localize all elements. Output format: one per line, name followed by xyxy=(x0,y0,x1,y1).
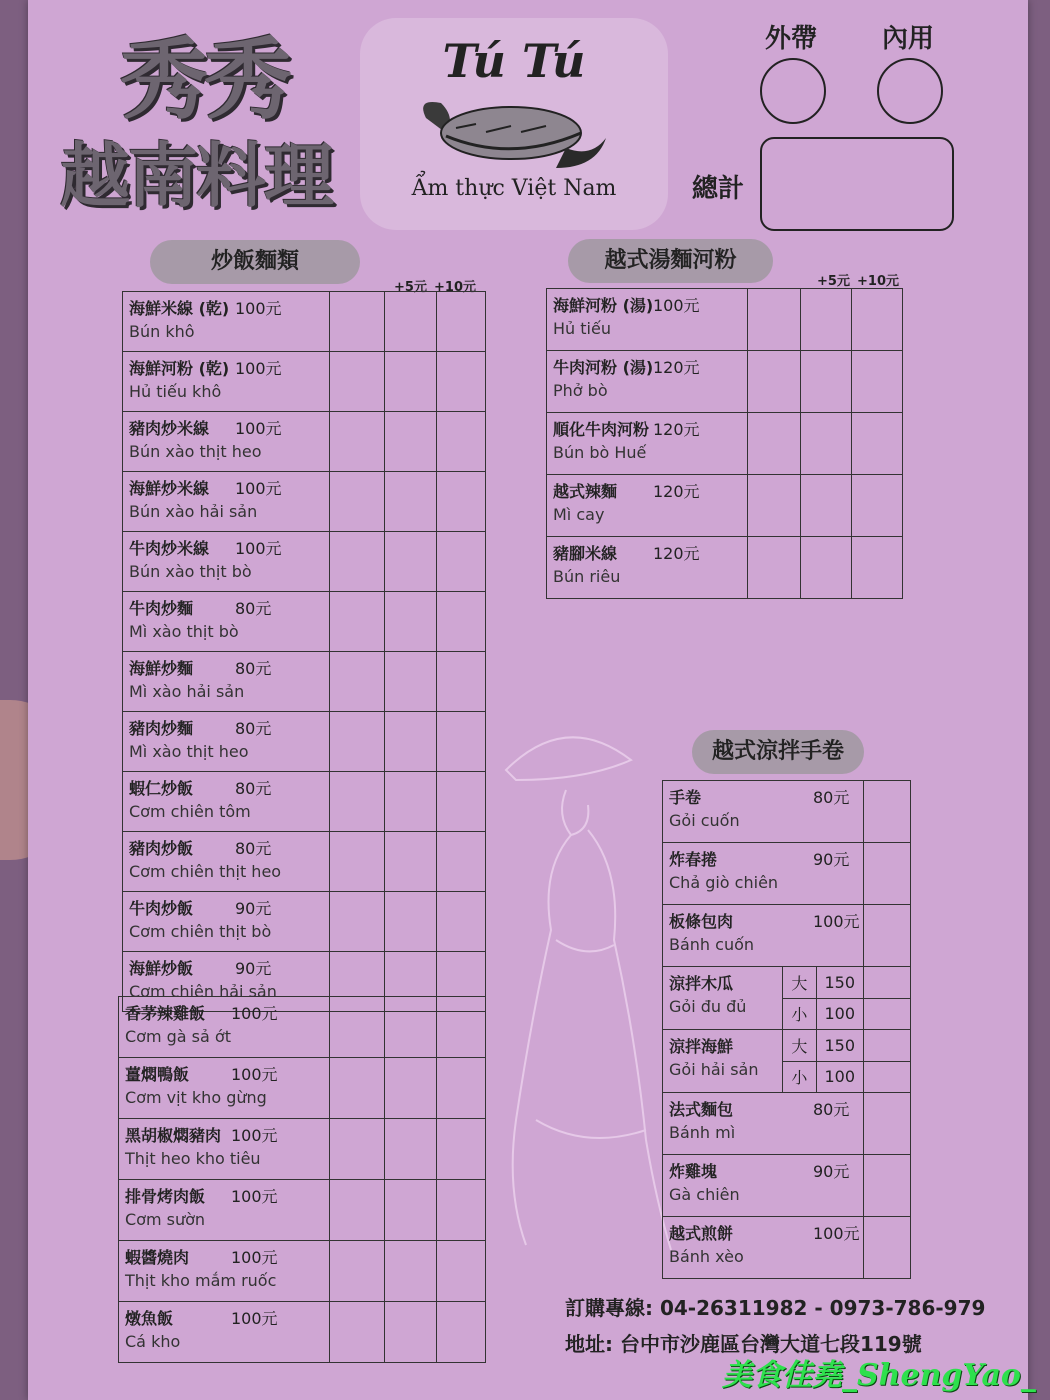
quantity-box[interactable] xyxy=(801,475,852,537)
quantity-box[interactable] xyxy=(748,475,801,537)
table-row xyxy=(663,1093,911,1155)
quantity-box[interactable] xyxy=(330,1058,385,1119)
menu-item xyxy=(547,537,748,599)
table-row xyxy=(663,1030,911,1062)
item-name-zh: 排骨烤肉飯 xyxy=(125,1187,206,1206)
item-price: 100元 xyxy=(813,1224,860,1243)
item-name-vi: Bún xào thịt heo xyxy=(129,442,262,461)
item-name-vi: Cơm sườn xyxy=(125,1210,206,1229)
item-name-vi: Bún khô xyxy=(129,322,195,341)
item-name-vi: Cơm vịt kho gừng xyxy=(125,1088,267,1107)
quantity-box[interactable] xyxy=(864,1030,911,1062)
fried-addon-5: +5元 xyxy=(394,280,427,295)
fried-addon-10: +10元 xyxy=(434,280,476,295)
quantity-box[interactable] xyxy=(385,1241,437,1302)
menu-item xyxy=(123,352,330,412)
table-row xyxy=(663,781,911,843)
item-name-vi: Bánh cuốn xyxy=(669,935,755,954)
table-row xyxy=(547,351,903,413)
item-name-zh: 海鮮河粉 (乾) xyxy=(129,359,230,378)
item-name-zh: 牛肉炒米線 xyxy=(129,539,210,558)
table-row xyxy=(123,772,486,832)
item-name-zh: 牛肉炒飯 xyxy=(129,899,194,918)
menu-item xyxy=(663,1093,864,1155)
item-price: 100元 xyxy=(653,296,700,315)
menu-item xyxy=(123,832,330,892)
quantity-box[interactable] xyxy=(801,537,852,599)
table-row xyxy=(123,532,486,592)
item-name-zh: 涼拌木瓜 xyxy=(669,974,734,993)
quantity-box[interactable] xyxy=(437,892,486,952)
item-price: 100元 xyxy=(231,1004,278,1023)
quantity-box[interactable] xyxy=(801,351,852,413)
item-name-vi: Gỏi cuốn xyxy=(669,811,740,830)
item-name-zh: 手卷 xyxy=(669,788,702,807)
table-row xyxy=(123,712,486,772)
item-price: 100元 xyxy=(231,1309,278,1328)
dine-in-label: 內用 xyxy=(882,24,935,54)
item-price: 100元 xyxy=(235,539,282,558)
quantity-box[interactable] xyxy=(864,1155,911,1217)
quantity-box[interactable] xyxy=(330,712,385,772)
table-row xyxy=(547,475,903,537)
menu-item xyxy=(123,652,330,712)
menu-item xyxy=(123,592,330,652)
item-name-zh: 炸春捲 xyxy=(669,850,718,869)
quantity-box[interactable] xyxy=(385,532,437,592)
quantity-box[interactable] xyxy=(437,592,486,652)
size-small-price: 100 xyxy=(816,998,863,1030)
item-price: 100元 xyxy=(231,1126,278,1145)
item-price: 100元 xyxy=(235,419,282,438)
item-name-vi: Bún bò Huế xyxy=(553,443,647,462)
banh-mi-icon xyxy=(416,88,616,178)
quantity-box[interactable] xyxy=(330,472,385,532)
quantity-box[interactable] xyxy=(385,1180,437,1241)
table-row xyxy=(547,289,903,351)
quantity-box[interactable] xyxy=(852,537,903,599)
item-name-zh: 炸雞塊 xyxy=(669,1162,718,1181)
menu-item xyxy=(119,997,330,1058)
menu-item xyxy=(123,472,330,532)
quantity-box[interactable] xyxy=(437,652,486,712)
quantity-box[interactable] xyxy=(330,832,385,892)
item-name-vi: Gỏi đu đủ xyxy=(669,997,747,1016)
quantity-box[interactable] xyxy=(330,1119,385,1180)
quantity-box[interactable] xyxy=(852,289,903,351)
item-name-zh: 黑胡椒燜豬肉 xyxy=(125,1126,222,1145)
item-name-zh: 順化牛肉河粉 xyxy=(553,420,650,439)
shop-name-line2: 越南料理 xyxy=(60,135,332,217)
table-row xyxy=(547,413,903,475)
item-name-zh: 蝦醬燒肉 xyxy=(125,1248,190,1267)
item-price: 90元 xyxy=(813,850,850,869)
menu-item xyxy=(663,1030,783,1093)
quantity-box[interactable] xyxy=(330,532,385,592)
dine-in-checkbox[interactable] xyxy=(877,58,943,124)
table-row xyxy=(123,832,486,892)
item-name-zh: 海鮮炒飯 xyxy=(129,959,194,978)
quantity-box[interactable] xyxy=(437,712,486,772)
size-large-label: 大 xyxy=(783,967,816,999)
logo-title: Tú Tú xyxy=(442,34,586,88)
quantity-box[interactable] xyxy=(330,592,385,652)
table-row xyxy=(119,1119,486,1180)
item-name-zh: 海鮮炒米線 xyxy=(129,479,210,498)
quantity-box[interactable] xyxy=(385,1058,437,1119)
menu-item xyxy=(123,772,330,832)
item-name-vi: Chả giò chiên xyxy=(669,873,779,892)
quantity-box[interactable] xyxy=(385,472,437,532)
quantity-box[interactable] xyxy=(330,1302,385,1363)
menu-item xyxy=(119,1180,330,1241)
item-price: 120元 xyxy=(653,358,700,377)
item-name-vi: Bún xào hải sản xyxy=(129,502,258,521)
quantity-box[interactable] xyxy=(437,997,486,1058)
item-name-zh: 海鮮米線 (乾) xyxy=(129,299,230,318)
table-row xyxy=(123,472,486,532)
quantity-box[interactable] xyxy=(437,1302,486,1363)
quantity-box[interactable] xyxy=(852,413,903,475)
item-name-vi: Cơm chiên hải sản xyxy=(129,982,277,1001)
item-price: 100元 xyxy=(231,1065,278,1084)
quantity-box[interactable] xyxy=(330,652,385,712)
quantity-box[interactable] xyxy=(437,772,486,832)
quantity-box[interactable] xyxy=(330,1241,385,1302)
item-price: 90元 xyxy=(813,1162,850,1181)
quantity-box[interactable] xyxy=(330,412,385,472)
item-name-vi: Bánh mì xyxy=(669,1123,736,1142)
item-name-zh: 薑燜鴨飯 xyxy=(125,1065,190,1084)
menu-item xyxy=(663,1155,864,1217)
item-name-vi: Mì xào thịt heo xyxy=(129,742,249,761)
ao-dai-lady-illustration xyxy=(496,720,676,1260)
item-name-vi: Bún xào thịt bò xyxy=(129,562,252,581)
quantity-box[interactable] xyxy=(864,1217,911,1279)
size-small-label: 小 xyxy=(783,998,816,1030)
table-row xyxy=(663,967,911,999)
phone-label: 訂購專線: xyxy=(565,1296,653,1320)
quantity-box[interactable] xyxy=(852,475,903,537)
item-name-zh: 海鮮河粉 (湯) xyxy=(553,296,654,315)
takeout-label: 外帶 xyxy=(765,24,818,54)
quantity-box[interactable] xyxy=(330,772,385,832)
item-name-vi: Cơm chiên thịt heo xyxy=(129,862,282,881)
quantity-box[interactable] xyxy=(385,832,437,892)
quantity-box[interactable] xyxy=(330,352,385,412)
quantity-box[interactable] xyxy=(437,472,486,532)
item-price: 120元 xyxy=(653,544,700,563)
item-name-zh: 豬腳米線 xyxy=(553,544,618,563)
quantity-box[interactable] xyxy=(437,292,486,352)
rolls-section-title: 越式涼拌手卷 xyxy=(692,730,864,774)
table-row xyxy=(123,592,486,652)
item-price: 80元 xyxy=(235,839,272,858)
total-label: 總計 xyxy=(692,174,745,204)
item-price: 100元 xyxy=(235,359,282,378)
quantity-box[interactable] xyxy=(385,292,437,352)
item-name-vi: Gỏi hải sản xyxy=(669,1060,759,1079)
menu-item xyxy=(119,1058,330,1119)
item-name-vi: Bún riêu xyxy=(553,567,621,586)
quantity-box[interactable] xyxy=(437,532,486,592)
item-name-zh: 燉魚飯 xyxy=(125,1309,174,1328)
quantity-box[interactable] xyxy=(864,843,911,905)
table-row xyxy=(547,537,903,599)
menu-item xyxy=(663,1217,864,1279)
menu-item xyxy=(123,892,330,952)
item-name-zh: 豬肉炒飯 xyxy=(129,839,194,858)
item-name-vi: Cơm gà sả ớt xyxy=(125,1027,231,1046)
table-row xyxy=(123,352,486,412)
phone-line xyxy=(565,1292,985,1321)
phone-numbers: 04-26311982 - 0973-786-979 xyxy=(659,1296,986,1320)
item-name-vi: Hủ tiếu khô xyxy=(129,382,222,401)
size-small-label: 小 xyxy=(783,1061,816,1093)
quantity-box[interactable] xyxy=(437,832,486,892)
takeout-checkbox[interactable] xyxy=(760,58,826,124)
item-price: 100元 xyxy=(813,912,860,931)
quantity-box[interactable] xyxy=(385,997,437,1058)
item-name-vi: Thịt heo kho tiêu xyxy=(125,1149,261,1168)
quantity-box[interactable] xyxy=(864,967,911,999)
item-name-zh: 豬肉炒米線 xyxy=(129,419,210,438)
table-row xyxy=(123,292,486,352)
shop-name xyxy=(60,10,350,220)
menu-item xyxy=(547,475,748,537)
quantity-box[interactable] xyxy=(864,781,911,843)
quantity-box[interactable] xyxy=(748,413,801,475)
soup-table xyxy=(546,288,903,599)
quantity-box[interactable] xyxy=(437,352,486,412)
menu-item xyxy=(119,1119,330,1180)
item-name-zh: 越式辣麵 xyxy=(553,482,618,501)
table-row xyxy=(119,1302,486,1363)
table-row xyxy=(663,843,911,905)
table-row xyxy=(119,1241,486,1302)
menu-item xyxy=(547,413,748,475)
item-name-zh: 海鮮炒麵 xyxy=(129,659,194,678)
item-price: 100元 xyxy=(231,1248,278,1267)
address-label: 地址: xyxy=(565,1332,613,1356)
menu-item xyxy=(119,1302,330,1363)
item-name-vi: Cá kho xyxy=(125,1332,181,1351)
table-row xyxy=(123,412,486,472)
item-price: 80元 xyxy=(813,1100,850,1119)
item-name-vi: Gà chiên xyxy=(669,1185,740,1204)
quantity-box[interactable] xyxy=(748,351,801,413)
item-name-zh: 牛肉炒麵 xyxy=(129,599,194,618)
fried-table xyxy=(122,291,486,1012)
menu-item xyxy=(663,905,864,967)
menu-item xyxy=(547,351,748,413)
menu-item xyxy=(119,1241,330,1302)
menu-item xyxy=(663,967,783,1030)
table-row xyxy=(663,1155,911,1217)
item-name-zh: 法式麵包 xyxy=(669,1100,734,1119)
quantity-box[interactable] xyxy=(852,351,903,413)
quantity-box[interactable] xyxy=(330,1180,385,1241)
logo-box xyxy=(360,18,668,230)
size-small-price: 100 xyxy=(816,1061,863,1093)
quantity-box[interactable] xyxy=(437,1241,486,1302)
item-price: 120元 xyxy=(653,482,700,501)
menu-item xyxy=(123,292,330,352)
size-large-price: 150 xyxy=(816,967,863,999)
item-name-vi: Mì xào hải sản xyxy=(129,682,245,701)
item-name-zh: 豬肉炒麵 xyxy=(129,719,194,738)
soup-addon-5: +5元 xyxy=(817,274,850,289)
menu-item xyxy=(123,412,330,472)
quantity-box[interactable] xyxy=(801,413,852,475)
item-name-vi: Thịt kho mắm ruốc xyxy=(125,1271,277,1290)
table-row xyxy=(663,1217,911,1279)
table-row xyxy=(119,997,486,1058)
quantity-box[interactable] xyxy=(748,289,801,351)
fried-section-title: 炒飯麵類 xyxy=(150,240,360,284)
quantity-box[interactable] xyxy=(385,652,437,712)
quantity-box[interactable] xyxy=(748,537,801,599)
item-price: 100元 xyxy=(235,299,282,318)
menu-item xyxy=(123,712,330,772)
item-price: 100元 xyxy=(231,1187,278,1206)
quantity-box[interactable] xyxy=(864,905,911,967)
menu-item xyxy=(663,781,864,843)
item-name-zh: 越式煎餅 xyxy=(669,1224,734,1243)
item-price: 100元 xyxy=(235,479,282,498)
item-name-zh: 板條包肉 xyxy=(669,912,734,931)
quantity-box[interactable] xyxy=(864,1093,911,1155)
quantity-box[interactable] xyxy=(437,1119,486,1180)
item-name-zh: 牛肉河粉 (湯) xyxy=(553,358,654,377)
item-price: 80元 xyxy=(235,599,272,618)
item-name-vi: Mì xào thịt bò xyxy=(129,622,239,641)
item-price: 120元 xyxy=(653,420,700,439)
item-name-zh: 香茅辣雞飯 xyxy=(125,1004,206,1023)
item-price: 80元 xyxy=(235,779,272,798)
menu-item xyxy=(663,843,864,905)
item-name-zh: 蝦仁炒飯 xyxy=(129,779,194,798)
item-name-vi: Hủ tiếu xyxy=(553,319,611,338)
logo-subtitle: Ẩm thực Việt Nam xyxy=(411,176,617,201)
quantity-box[interactable] xyxy=(330,892,385,952)
quantity-box[interactable] xyxy=(385,412,437,472)
table-row xyxy=(123,892,486,952)
quantity-box[interactable] xyxy=(330,997,385,1058)
size-large-price: 150 xyxy=(816,1030,863,1062)
item-price: 80元 xyxy=(235,659,272,678)
item-price: 90元 xyxy=(235,899,272,918)
item-name-vi: Cơm chiên thịt bò xyxy=(129,922,272,941)
table-row xyxy=(119,1058,486,1119)
item-name-zh: 涼拌海鮮 xyxy=(669,1037,734,1056)
quantity-box[interactable] xyxy=(385,712,437,772)
address-text: 台中市沙鹿區台灣大道七段119號 xyxy=(619,1332,922,1356)
rolls-table xyxy=(662,780,911,1279)
quantity-box[interactable] xyxy=(801,289,852,351)
table-row xyxy=(123,652,486,712)
quantity-box[interactable] xyxy=(864,1061,911,1093)
item-name-vi: Bánh xèo xyxy=(669,1247,744,1266)
menu-item xyxy=(123,532,330,592)
table-row xyxy=(663,905,911,967)
quantity-box[interactable] xyxy=(330,292,385,352)
shop-name-line1: 秀秀 xyxy=(120,28,289,131)
quantity-box[interactable] xyxy=(864,998,911,1030)
table-row xyxy=(119,1180,486,1241)
item-name-vi: Cơm chiên tôm xyxy=(129,802,251,821)
rice-table xyxy=(118,996,486,1363)
quantity-box[interactable] xyxy=(385,352,437,412)
size-large-label: 大 xyxy=(783,1030,816,1062)
item-price: 90元 xyxy=(235,959,272,978)
soup-section-title: 越式湯麵河粉 xyxy=(568,239,773,283)
quantity-box[interactable] xyxy=(385,1302,437,1363)
item-price: 80元 xyxy=(813,788,850,807)
quantity-box[interactable] xyxy=(385,892,437,952)
item-price: 80元 xyxy=(235,719,272,738)
soup-addon-10: +10元 xyxy=(857,274,899,289)
item-name-vi: Mì cay xyxy=(553,505,605,524)
quantity-box[interactable] xyxy=(437,1058,486,1119)
quantity-box[interactable] xyxy=(437,1180,486,1241)
total-field[interactable] xyxy=(760,137,954,231)
watermark: 美食佳堯_ShengYao_ xyxy=(722,1358,1036,1393)
quantity-box[interactable] xyxy=(385,592,437,652)
quantity-box[interactable] xyxy=(385,1119,437,1180)
item-name-vi: Phở bò xyxy=(553,381,608,400)
quantity-box[interactable] xyxy=(385,772,437,832)
quantity-box[interactable] xyxy=(437,412,486,472)
menu-item xyxy=(547,289,748,351)
